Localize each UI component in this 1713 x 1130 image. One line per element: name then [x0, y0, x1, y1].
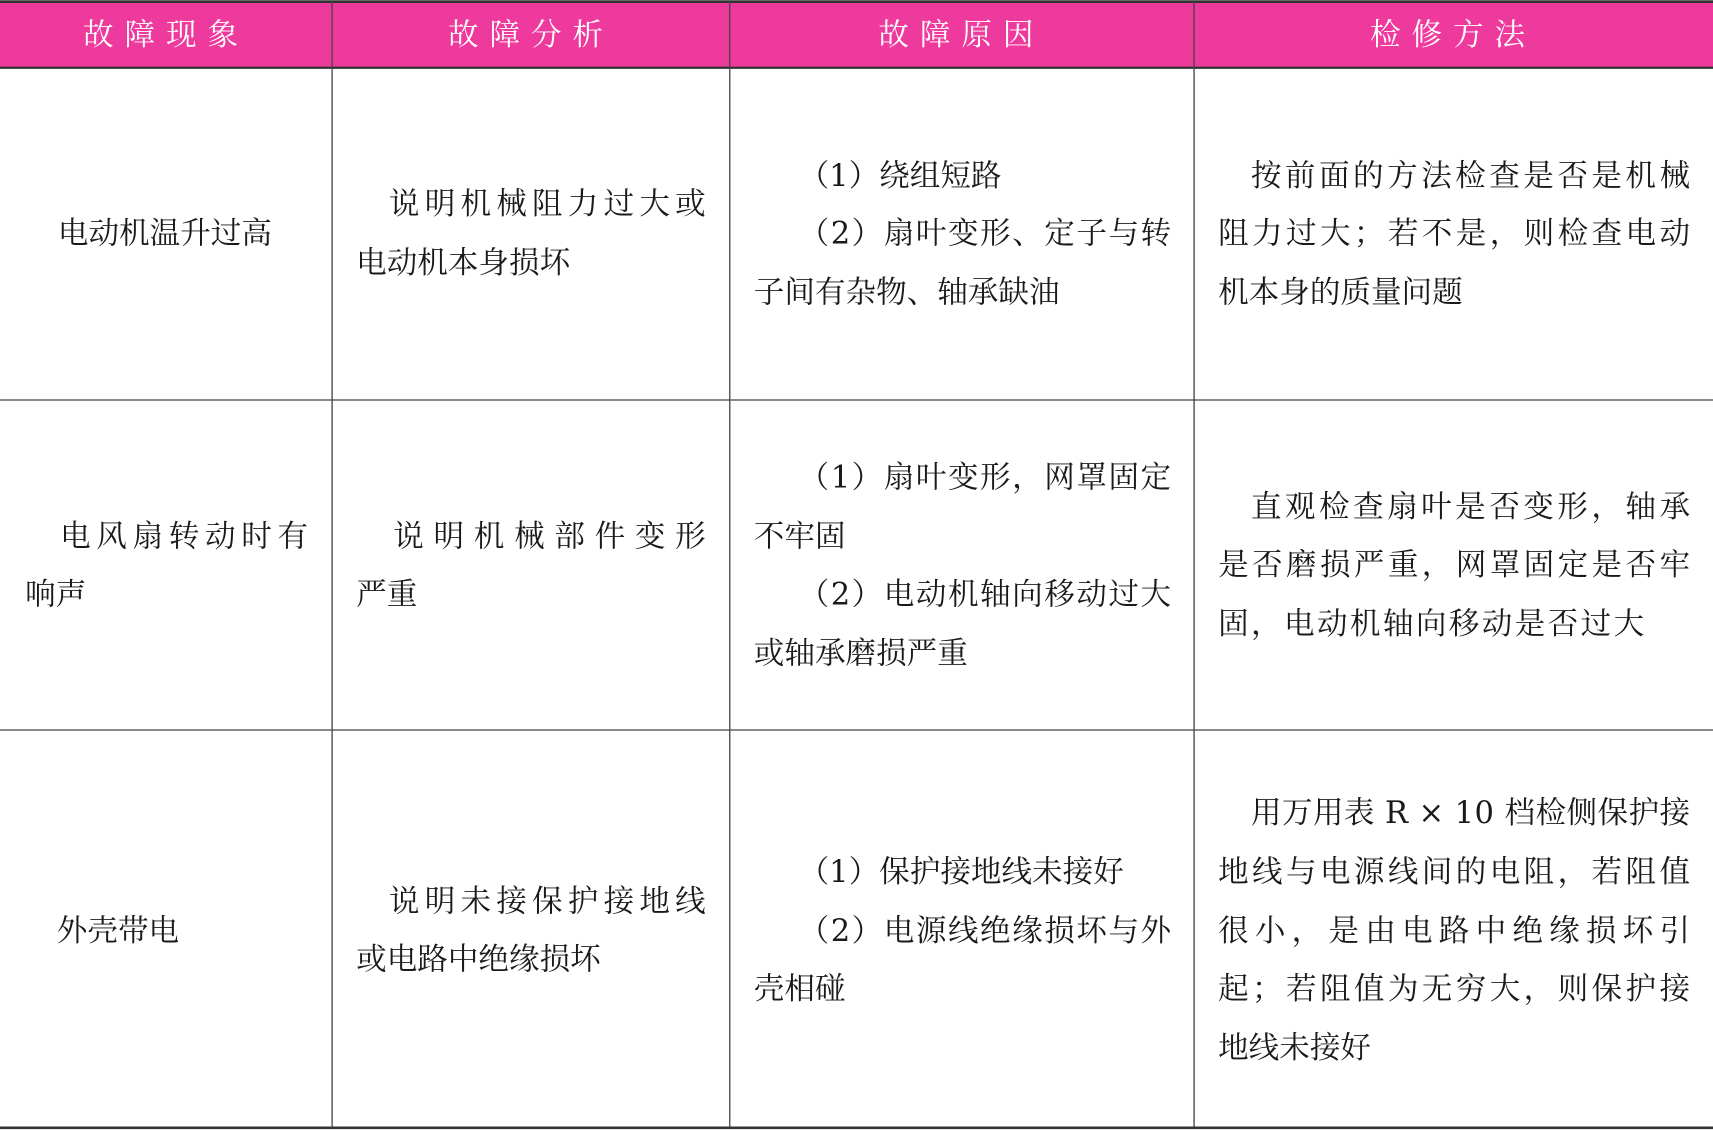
cause-line: （1）绕组短路 — [798, 158, 1002, 194]
cause-line: 或轴承磨损严重 — [753, 636, 968, 672]
cause-line: 不牢固 — [753, 519, 846, 555]
repair-line: 很小，是由电路中绝缘损坏引 — [1218, 913, 1691, 949]
repair-line: 是否磨损严重，网罩固定是否牢 — [1218, 547, 1691, 583]
cause-line: （2）电源线绝缘损坏与外 — [798, 913, 1172, 949]
cause-line: （1）保护接地线未接好 — [798, 854, 1124, 890]
repair-line: 阻力过大；若不是，则检查电动 — [1218, 216, 1691, 252]
cause-line: 子间有杂物、轴承缺油 — [753, 275, 1060, 311]
repair-line: 直观检查扇叶是否变形，轴承 — [1250, 489, 1691, 525]
analysis-line: 电动机本身损坏 — [356, 246, 571, 282]
header-repair-method: 检修方法 — [1369, 17, 1536, 53]
repair-line: 起；若阻值为无穷大，则保护接 — [1218, 971, 1691, 1007]
analysis-line: 严重 — [356, 577, 418, 613]
cause-line: （2）扇叶变形、定子与转 — [798, 216, 1172, 252]
cause-line: （1）扇叶变形，网罩固定 — [798, 460, 1172, 496]
header-fault-cause: 故障原因 — [878, 17, 1045, 53]
analysis-line: 或电路中绝缘损坏 — [356, 942, 601, 978]
repair-line: 用万用表 R × 10 档检侧保护接 — [1250, 795, 1691, 831]
cause-line: （2）电动机轴向移动过大 — [798, 577, 1172, 613]
repair-line: 机本身的质量问题 — [1218, 275, 1463, 311]
repair-line: 按前面的方法检查是否是机械 — [1250, 158, 1691, 194]
cause-line: 壳相碰 — [753, 971, 846, 1007]
repair-line: 地线未接好 — [1218, 1030, 1371, 1066]
header-fault-analysis: 故障分析 — [447, 17, 614, 53]
table-row — [57, 796, 1691, 1066]
repair-line: 地线与电源线间的电阻，若阻值 — [1218, 854, 1691, 890]
symptom-line: 响声 — [25, 577, 87, 613]
table-row — [58, 159, 1690, 311]
symptom-line: 电动机温升过高 — [57, 216, 272, 252]
repair-line: 固，电动机轴向移动是否过大 — [1218, 606, 1645, 642]
analysis-line: 说明机械部件变形 — [393, 519, 706, 555]
symptom-line: 外壳带电 — [56, 913, 180, 949]
analysis-line: 说明机械阻力过大或 — [388, 187, 706, 223]
header-fault-symptom: 故障现象 — [83, 17, 250, 53]
table-row — [25, 460, 1690, 671]
analysis-line: 说明未接保护接地线 — [388, 884, 706, 920]
symptom-line: 电风扇转动时有 — [60, 519, 309, 555]
